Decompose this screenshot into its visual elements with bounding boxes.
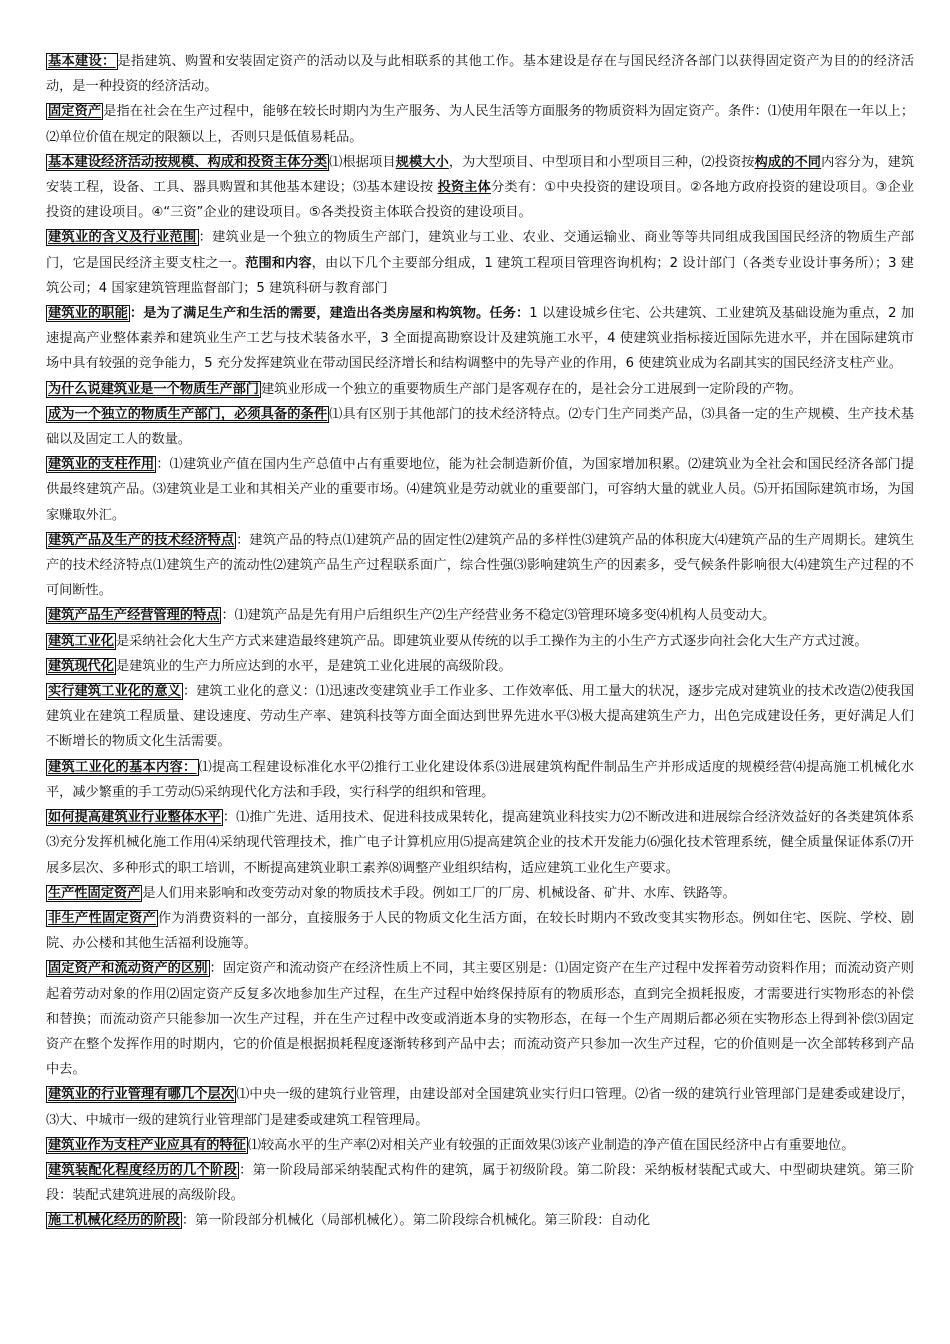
definition-entry <box>46 1082 914 1132</box>
term-heading: 建筑业作为支柱产业应具有的特征 <box>48 1137 246 1153</box>
definition-entry <box>46 150 914 226</box>
definition-text: 内容分为，建筑安装工程，设备、工具、器具购置和其他基本建设；⑶基本建设按 <box>46 154 915 196</box>
definition-text: 作为消费资料的一部分，直接服务于人民的物质文化生活方面，在较长时期内不致改变其实物形态。例如住宅、医院、学校、剧院、办公楼和其他生活福利设施等。 <box>46 910 915 952</box>
term-heading: 固定资产和流动资产的区别 <box>48 961 208 977</box>
definition-entry <box>46 956 914 1082</box>
term-heading: 固定资产 <box>48 104 102 120</box>
definition-text: ⑴中央一级的建筑行业管理，由建设部对全国建筑业实行归口管理。⑵省一级的建筑行业管理部门是建委或建设厅，⑶大、中城市一级的建筑行业管理部门是建委或建筑工程管理局。 <box>46 1087 915 1128</box>
document-body <box>46 49 914 1234</box>
term-heading: 建筑业的含义及行业范围 <box>48 230 197 246</box>
term-heading: 建筑工业化的基本内容： <box>48 759 197 775</box>
definition-entry <box>46 629 914 654</box>
term-heading: 施工机械化经历的阶段 <box>48 1213 180 1229</box>
term-heading: 生产性固定资产 <box>48 885 141 901</box>
definition-entry <box>46 679 914 755</box>
definition-entry <box>46 49 914 99</box>
term-heading: 建筑业的职能 <box>48 306 128 322</box>
definition-text: 是建筑业的生产力所应达到的水平，是建筑工业化进展的高级阶段。 <box>115 658 512 674</box>
definition-text: 建筑业形成一个独立的重要物质生产部门是客观存在的，是社会分工进展到一定阶段的产物。 <box>261 381 802 397</box>
definition-text: ：建筑工业化的意义：⑴迅速改变建筑业手工作业多、工作效率低、用工量大的状况，逐步完成对建筑业的技术改造⑵使我国建筑业在建筑工程质量、建设速度、劳动生产率、建筑科技等方面全面达到世界先进水平⑶极大提高建筑生产力，出色完成建设任务，更好满足人们不断增长的物质文化生活需要。 <box>46 684 915 750</box>
term-heading: 建筑装配化程度经历的几个阶段 <box>48 1162 238 1178</box>
term-heading: 基本建设经济活动按规模、构成和投资主体分类 <box>48 154 328 170</box>
definition-text: 是采纳社会化大生产方式来建造最终建筑产品。即建筑业要从传统的以手工操作为主的小生产方式逐步向社会化大生产方式过渡。 <box>115 633 868 649</box>
definition-text: 1 以建设城乡住宅、公共建筑、工业建筑及基础设施为重点，2 加速提高产业整体素养和建筑业生产工艺与技术装备水平，3 全面提高勘察设计及建筑施工水平，4 使建筑业指标接近国际先进水平，并在国际建筑市场中具有较强的竞争能力，5 充分发挥建筑业在带动国民经济增长和结构调整中的先导产业的作用，6 使建筑业成为名副其实的国民经济支柱产业。 <box>46 306 915 372</box>
term-heading: 建筑业的支柱作用 <box>48 457 155 473</box>
emphasized-text: 任务： <box>489 306 530 322</box>
term-heading: 建筑工业化 <box>48 633 114 649</box>
definition-text: ：⑴推广先进、适用技术、促进科技成果转化，提高建筑业科技实力⑵不断改进和进展综合经济效益好的各类建筑体系⑶充分发挥机械化施工作用⑷采纳现代管理技术，推广电子计算机应用⑸提高建筑企业的技术开发能力⑹强化技术管理系统，健全质量保证体系⑺开展多层次、多种形式的职工培训，不断提高建筑业职工素养⑻调整产业组织结构，适应建筑工业化生产要求。 <box>46 810 915 876</box>
emphasized-text: 构成的不同 <box>754 154 822 170</box>
definition-entry <box>46 528 914 604</box>
definition-text: ，由以下几个主要部分组成，1 建筑工程项目管理咨询机构；2 设计部门（各类专业设计事务所）；3 建筑公司；4 国家建筑管理监督部门；5 建筑科研与教育部门 <box>46 255 914 296</box>
definition-text: 分类有：①中央投资的建设项目。②各地方政府投资的建设项目。③企业投资的建设项目。④“三资”企业的建设项目。⑤各类投资主体联合投资的建设项目。 <box>46 180 915 221</box>
term-heading: 建筑现代化 <box>48 658 114 674</box>
definition-entry <box>46 301 914 377</box>
definition-entry <box>46 805 914 881</box>
definition-entry <box>46 755 914 805</box>
definition-text: ：建筑产品的特点⑴建筑产品的固定性⑵建筑产品的多样性⑶建筑产品的体积庞大⑷建筑产品的生产周期长。建筑生产的技术经济特点⑴建筑生产的流动性⑵建筑产品生产过程联系面广，综合性强⑶影响建筑生产的因素多，受气候条件影响很大⑷建筑生产过程的不可间断性。 <box>46 532 915 599</box>
definition-entry <box>46 603 914 628</box>
definition-entry <box>46 1133 914 1158</box>
definition-entry <box>46 99 914 149</box>
definition-entry <box>46 1208 914 1233</box>
definition-text: ⑴具有区别于其他部门的技术经济特点。⑵专门生产同类产品，⑶具备一定的生产规模、生产技术基础以及固定工人的数量。 <box>46 406 914 448</box>
emphasized-text: ：是为了满足生产和生活的需要，建造出各类房屋和构筑物。 <box>129 306 490 322</box>
term-heading: 非生产性固定资产 <box>48 910 157 926</box>
definition-text: ，为大型项目、中型项目和小型项目三种，⑵投资按 <box>448 154 755 170</box>
emphasized-text: 规模大小 <box>395 154 449 170</box>
definition-text: 是指在社会在生产过程中，能够在较长时期内为生产服务、为人民生活等方面服务的物质资料为固定资产。条件：⑴使用年限在一年以上；⑵单位价值在规定的限额以上，否则只是低值易耗品。 <box>46 104 915 145</box>
definition-entry <box>46 654 914 679</box>
definition-text: ⑴较高水平的生产率⑵对相关产业有较强的正面效果⑶该产业制造的净产值在国民经济中占有重要地位。 <box>247 1137 855 1153</box>
term-heading: 如何提高建筑业行业整体水平 <box>48 810 221 826</box>
definition-entry <box>46 906 914 956</box>
definition-text: ：⑴建筑业产值在国内生产总值中占有重要地位，能为社会制造新价值，为国家增加积累。⑵建筑业为全社会和国民经济各部门提供最终建筑产品。⑶建筑业是工业和其相关产业的重要市场。⑷建筑业是劳动就业的重要部门，可容纳大量的就业人员。⑸开拓国际建筑市场，为国家赚取外汇。 <box>46 457 915 523</box>
emphasized-text: 范围和内容 <box>245 255 312 271</box>
definition-entry <box>46 225 914 301</box>
definition-entry <box>46 881 914 906</box>
definition-text: ：第一阶段局部采纳装配式构件的建筑，属于初级阶段。第二阶段：采纳板材装配式或大、中型砌块建筑。第三阶段：装配式建筑进展的高级阶段。 <box>46 1162 915 1204</box>
definition-entry <box>46 1158 914 1208</box>
definition-text: 是指建筑、购置和安装固定资产的活动以及与此相联系的其他工作。基本建设是存在与国民经济各部门以获得固定资产为目的的经济活动，是一种投资的经济活动。 <box>46 54 915 95</box>
term-heading: 为什么说建筑业是一个物质生产部门 <box>48 381 259 397</box>
definition-text: ⑴提高工程建设标准化水平⑵推行工业化建设体系⑶进展建筑构配件制品生产并形成适度的规模经营⑷提高施工机械化水平，减少繁重的手工劳动⑸采纳现代化方法和手段，实行科学的组织和管理。 <box>46 759 915 800</box>
definition-entry <box>46 377 914 402</box>
definition-text: ⑴根据项目 <box>329 154 396 170</box>
term-heading: 实行建筑工业化的意义 <box>48 684 181 700</box>
definition-entry <box>46 402 914 452</box>
definition-entry <box>46 452 914 528</box>
definition-text: 是人们用来影响和改变劳动对象的物质技术手段。例如工厂的厂房、机械设备、矿井、水库、铁路等。 <box>142 885 736 901</box>
emphasized-text: 投资主体 <box>437 180 491 196</box>
term-heading: 基本建设： <box>48 54 116 69</box>
term-heading: 建筑产品生产经营管理的特点 <box>48 608 220 624</box>
term-heading: 建筑业的行业管理有哪几个层次 <box>48 1087 235 1103</box>
definition-text: ：建筑业是一个独立的物质生产部门，建筑业与工业、农业、交通运输业、商业等等共同组成我国国民经济的物质生产部门，它是国民经济主要支柱之一。 <box>46 230 915 271</box>
definition-text: ：第一阶段部分机械化（局部机械化）。第二阶段综合机械化。第三阶段：自动化 <box>181 1213 651 1229</box>
term-heading: 成为一个独立的物质生产部门，必须具备的条件 <box>48 406 328 422</box>
definition-text: ：固定资产和流动资产在经济性质上不同，其主要区别是：⑴固定资产在生产过程中发挥着劳动资料作用；而流动资产则起着劳动对象的作用⑵固定资产反复多次地参加生产过程，在生产过程中始终保持原有的物质形态，直到完全损耗报废，才需要进行实物形态的补偿和替换；而流动资产只能参加一次生产过程，并在生产过程中改变或消逝本身的实物形态，在每一个生产周期后都必须在实物形态上得到补偿⑶固定资产在整个发挥作用的时期内，它的价值是根据损耗程度逐渐转移到产品中去；而流动资产只参加一次生产过程，它的价值则是一次全部转移到产品中去。 <box>46 961 914 1078</box>
term-heading: 建筑产品及生产的技术经济特点 <box>48 532 235 548</box>
definition-text: ：⑴建筑产品是先有用户后组织生产⑵生产经营业务不稳定⑶管理环境多变⑷机构人员变动大。 <box>221 608 776 624</box>
